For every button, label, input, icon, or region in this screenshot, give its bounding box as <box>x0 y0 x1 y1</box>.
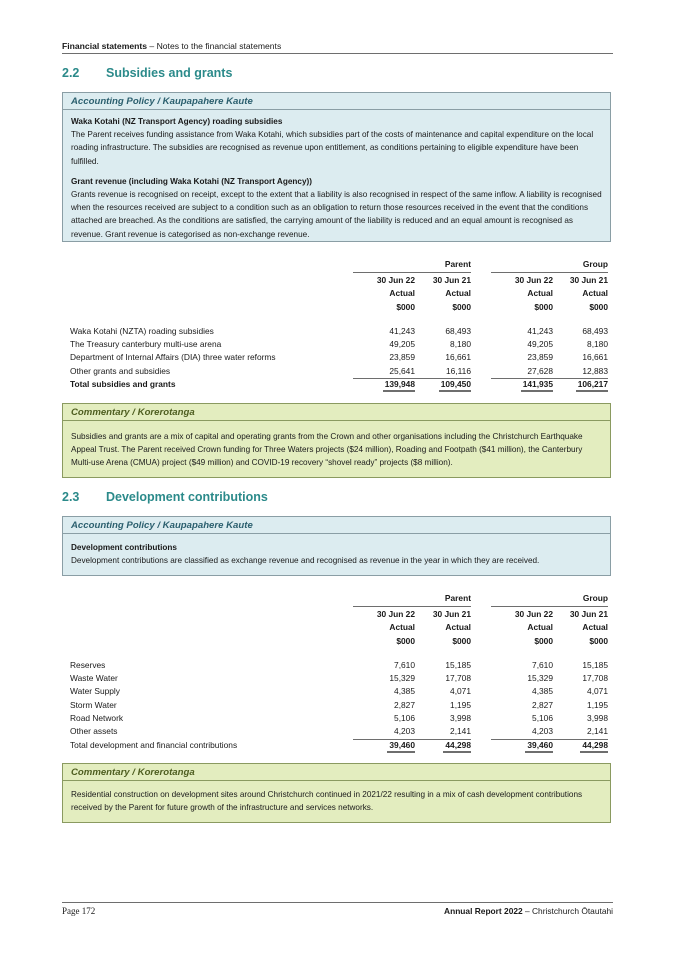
column-header: Actual <box>527 288 553 299</box>
table-header-row <box>70 621 608 634</box>
group-group-rule <box>491 606 608 607</box>
cell: 2,827 <box>394 699 415 710</box>
column-group-group: Group <box>582 593 608 603</box>
cell: 49,205 <box>389 339 415 350</box>
section-heading-2-2 <box>62 66 232 80</box>
commentary-box-title: Commentary / Korerotanga <box>71 767 195 778</box>
cell: 4,203 <box>491 725 553 739</box>
policy-subheading: Waka Kotahi (NZ Transport Agency) roading subsidies <box>71 117 283 126</box>
column-header: 30 Jun 21 <box>569 275 608 285</box>
group-group-rule <box>491 272 608 273</box>
table-row <box>70 365 608 378</box>
column-group-parent: Parent <box>444 259 471 269</box>
page-number: Page 172 <box>62 906 96 916</box>
column-header: $000 <box>396 301 415 312</box>
row-label: Other assets <box>70 726 118 737</box>
policy-subheading: Development contributions <box>71 543 177 552</box>
total-cell: 39,460 <box>491 739 553 753</box>
cell: 12,883 <box>546 365 608 379</box>
subsidies-grants-table <box>70 259 608 391</box>
total-label: Total subsidies and grants <box>70 379 176 390</box>
policy-box-title: Accounting Policy / Kaupapahere Kaute <box>71 96 253 107</box>
column-header: Actual <box>582 622 608 633</box>
cell: 41,243 <box>389 325 415 336</box>
column-header: $000 <box>396 635 415 646</box>
row-label: Department of Internal Affairs (DIA) three water reforms <box>70 352 276 363</box>
running-header-rest: – Notes to the financial statements <box>147 41 282 51</box>
column-header: Actual <box>389 622 415 633</box>
column-header: 30 Jun 21 <box>432 275 471 285</box>
column-header: $000 <box>452 301 471 312</box>
table-header-row <box>70 635 608 648</box>
commentary-box-title: Commentary / Korerotanga <box>71 407 195 418</box>
cell: 7,610 <box>532 659 553 670</box>
column-group-parent: Parent <box>444 593 471 603</box>
cell: 1,195 <box>450 699 471 710</box>
cell: 41,243 <box>527 325 553 336</box>
cell: 25,641 <box>353 365 415 379</box>
table-row <box>70 672 608 685</box>
footer-report-title <box>444 906 613 916</box>
cell: 2,141 <box>546 725 608 739</box>
commentary-paragraph: Residential construction on development sites around Christchurch continued in 2021/22 resulting in a mix of cash development contributions received by the Parent for future growth of the infrastructure and services networks. <box>71 790 583 813</box>
column-header: $000 <box>534 301 553 312</box>
cell: 4,071 <box>450 686 471 697</box>
row-label: The Treasury canterbury multi-use arena <box>70 339 222 350</box>
table-row <box>70 725 608 738</box>
column-header: Actual <box>445 288 471 299</box>
cell: 3,998 <box>587 713 608 724</box>
cell: 5,106 <box>532 713 553 724</box>
footer-report-rest: – Christchurch Ōtautahi <box>522 906 613 916</box>
footer-rule <box>62 902 613 903</box>
column-header: $000 <box>589 635 608 646</box>
column-header: 30 Jun 21 <box>432 609 471 619</box>
table-header-row <box>70 301 608 314</box>
table-header-row <box>70 287 608 300</box>
column-header: Actual <box>527 622 553 633</box>
accounting-policy-box-2-3 <box>62 516 611 576</box>
section-number: 2.3 <box>62 490 80 504</box>
policy-paragraph: The Parent receives funding assistance from Waka Kotahi, which subsidies part of the costs of maintenance and capital expenditure on the local roading infrastructure. The subsidies are recognised as revenue upon entitlement, as conditions pertaining to eligible expenditure have been fulfilled. <box>71 130 594 166</box>
cell: 3,998 <box>450 713 471 724</box>
table-row <box>70 659 608 672</box>
column-header: Actual <box>389 288 415 299</box>
cell: 68,493 <box>582 325 608 336</box>
total-label: Total development and financial contributions <box>70 739 238 750</box>
policy-paragraph: Development contributions are classified as exchange revenue and recognised as revenue in the year in which they are received. <box>71 556 540 566</box>
table-row <box>70 325 608 338</box>
column-header: 30 Jun 22 <box>514 275 553 285</box>
column-header: $000 <box>589 301 608 312</box>
column-header: 30 Jun 21 <box>569 609 608 619</box>
cell: 49,205 <box>527 339 553 350</box>
cell: 23,859 <box>389 352 415 363</box>
total-cell: 39,460 <box>353 739 415 753</box>
cell: 15,329 <box>527 673 553 684</box>
cell: 68,493 <box>445 325 471 336</box>
cell: 16,661 <box>582 352 608 363</box>
row-label: Waste Water <box>70 673 118 684</box>
cell: 4,385 <box>532 686 553 697</box>
cell: 8,180 <box>587 339 608 350</box>
cell: 7,610 <box>394 659 415 670</box>
column-header: $000 <box>452 635 471 646</box>
total-cell: 106,217 <box>546 378 608 392</box>
cell: 17,708 <box>445 673 471 684</box>
column-header: 30 Jun 22 <box>376 275 415 285</box>
policy-box-title: Accounting Policy / Kaupapahere Kaute <box>71 520 253 531</box>
section-heading-2-3 <box>62 490 268 504</box>
development-contributions-table <box>70 593 608 752</box>
column-header: 30 Jun 22 <box>514 609 553 619</box>
total-cell: 139,948 <box>353 378 415 392</box>
section-title: Subsidies and grants <box>106 66 233 80</box>
policy-paragraph: Grants revenue is recognised on receipt, except to the extent that a liability is also recognised in respect of the same inflow. A liability is recognised when the resources received are subject to a condition such as an obligation to return those resources received in the event that the conditions attached are breached. As the conditions are satisfied, the carrying amount of the liability is reduced and an equal amount is recognised as revenue. Grant revenue is categorised as non-exchange revenue. <box>71 190 602 239</box>
table-total-row <box>70 378 608 391</box>
row-label: Road Network <box>70 713 124 724</box>
cell: 8,180 <box>450 339 471 350</box>
cell: 27,628 <box>491 365 553 379</box>
table-row <box>70 699 608 712</box>
cell: 4,071 <box>587 686 608 697</box>
row-label: Water Supply <box>70 686 120 697</box>
cell: 1,195 <box>587 699 608 710</box>
column-header: Actual <box>582 288 608 299</box>
commentary-box-2-3 <box>62 763 611 823</box>
total-cell: 141,935 <box>491 378 553 392</box>
cell: 4,385 <box>394 686 415 697</box>
column-header: $000 <box>534 635 553 646</box>
section-title: Development contributions <box>106 490 268 504</box>
accounting-policy-box-2-2 <box>62 92 611 242</box>
cell: 2,827 <box>532 699 553 710</box>
table-row <box>70 685 608 698</box>
table-row <box>70 712 608 725</box>
cell: 16,116 <box>409 365 471 379</box>
row-label: Waka Kotahi (NZTA) roading subsidies <box>70 325 214 336</box>
cell: 5,106 <box>394 713 415 724</box>
cell: 16,661 <box>445 352 471 363</box>
parent-group-rule <box>353 272 471 273</box>
cell: 23,859 <box>527 352 553 363</box>
column-group-group: Group <box>582 259 608 269</box>
running-header <box>62 41 281 51</box>
cell: 15,185 <box>445 659 471 670</box>
section-number: 2.2 <box>62 66 80 80</box>
cell: 2,141 <box>409 725 471 739</box>
cell: 15,329 <box>389 673 415 684</box>
cell: 15,185 <box>582 659 608 670</box>
total-cell: 109,450 <box>409 378 471 392</box>
row-label: Other grants and subsidies <box>70 365 171 376</box>
table-row <box>70 338 608 351</box>
commentary-box-2-2 <box>62 403 611 478</box>
header-rule <box>62 53 613 54</box>
row-label: Reserves <box>70 659 106 670</box>
cell: 4,203 <box>353 725 415 739</box>
total-cell: 44,298 <box>546 739 608 753</box>
footer-report-bold: Annual Report 2022 <box>444 906 523 916</box>
column-header: 30 Jun 22 <box>376 609 415 619</box>
table-header-row <box>70 274 608 287</box>
table-row <box>70 351 608 364</box>
commentary-paragraph: Subsidies and grants are a mix of capital and operating grants from the Crown and other organisations including the Christchurch Earthquake Appeal Trust. The Parent received Crown funding for Three Waters projects ($24 million), Roading and Footpath ($41 million), the Canterbury Multi-use Arena (CMUA) project ($49 million) and COVID-19 recovery “shovel ready” projects ($8 million). <box>71 432 583 468</box>
policy-subheading: Grant revenue (including Waka Kotahi (NZ Transport Agency)) <box>71 176 312 186</box>
table-total-row <box>70 739 608 752</box>
column-header: Actual <box>445 622 471 633</box>
running-header-bold: Financial statements <box>62 41 148 51</box>
row-label: Storm Water <box>70 699 117 710</box>
parent-group-rule <box>353 606 471 607</box>
total-cell: 44,298 <box>409 739 471 753</box>
table-header-row <box>70 608 608 621</box>
cell: 17,708 <box>582 673 608 684</box>
